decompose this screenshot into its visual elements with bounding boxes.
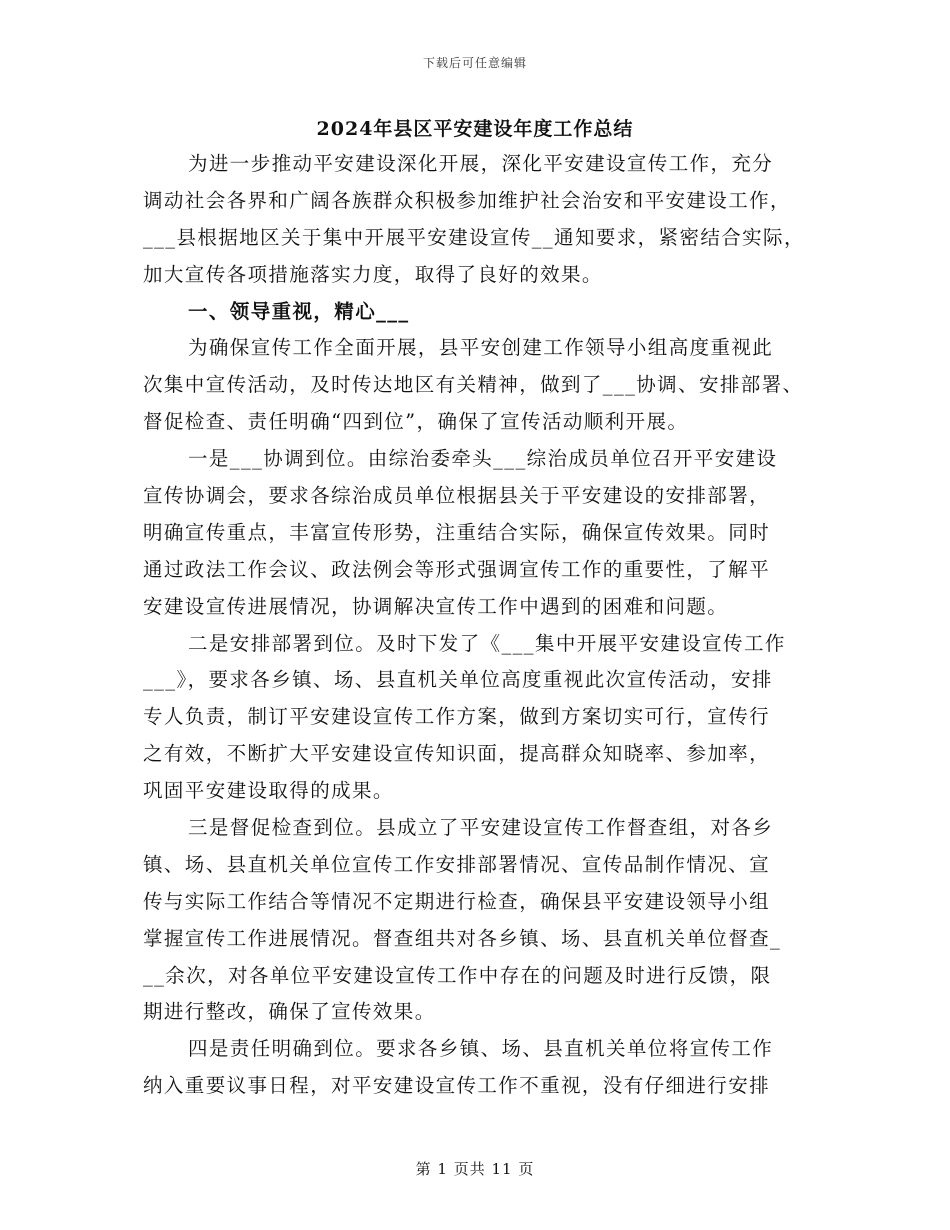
text-line: 掌握宣传工作进展情况。督查组共对各乡镇、场、县直机关单位督查_ <box>143 926 782 950</box>
document-body <box>143 146 815 1105</box>
text-line: 次集中宣传活动，及时传达地区有关精神，做到了___协调、安排部署、 <box>143 373 804 397</box>
text-line: 加大宣传各项措施落实力度，取得了良好的效果。 <box>143 262 603 286</box>
text-line: 宣传协调会，要求各综治成员单位根据县关于平安建设的安排部署， <box>143 484 771 508</box>
text-line: __余次，对各单位平安建设宣传工作中存在的问题及时进行反馈，限 <box>143 963 772 987</box>
text-line: 调动社会各界和广阔各族群众积极参加维护社会治安和平安建设工作， <box>143 188 791 212</box>
text-line: 通过政法工作会议、政法例会等形式强调宣传工作的重要性，了解平 <box>143 557 771 581</box>
text-line: 传与实际工作结合等情况不定期进行检查，确保县平安建设领导小组 <box>143 889 771 913</box>
text-line: 明确宣传重点，丰富宣传形势，注重结合实际，确保宣传效果。同时 <box>143 520 771 544</box>
text-line: ___》，要求各乡镇、场、县直机关单位高度重视此次宣传活动，安排 <box>143 668 773 692</box>
text-line: 一是___协调到位。由综治委牵头___综治成员单位召开平安建设 <box>188 447 778 471</box>
text-line: 为确保宣传工作全面开展，县平安创建工作领导小组高度重视此 <box>188 336 774 360</box>
header-note: 下载后可任意编辑 <box>422 56 527 70</box>
text-line: 专人负责，制订平安建设宣传工作方案，做到方案切实可行，宣传行 <box>143 705 771 729</box>
text-line: 安建设宣传进展情况，协调解决宣传工作中遇到的困难和问题。 <box>143 594 729 618</box>
text-line: 为进一步推动平安建设深化开展，深化平安建设宣传工作，充分 <box>188 152 774 175</box>
page-footer: 第 1 页共 11 页 <box>415 1160 535 1178</box>
section-heading: 一、领导重视，精心___ <box>188 299 410 323</box>
text-line: 镇、场、县直机关单位宣传工作安排部署情况、宣传品制作情况、宣 <box>143 852 771 876</box>
text-line: 四是责任明确到位。要求各乡镇、场、县直机关单位将宣传工作 <box>188 1037 774 1061</box>
text-line: 二是安排部署到位。及时下发了《___集中开展平安建设宣传工作 <box>188 631 786 655</box>
text-line: 纳入重要议事日程，对平安建设宣传工作不重视，没有仔细进行安排 <box>143 1074 771 1098</box>
text-line: 之有效，不断扩大平安建设宣传知识面，提高群众知晓率、参加率， <box>143 742 771 766</box>
text-line: 督促检查、责任明确“四到位”，确保了宣传活动顺利开展。 <box>143 410 689 434</box>
document-title: 2024年县区平安建设年度工作总结 <box>316 118 634 140</box>
text-line: 三是督促检查到位。县成立了平安建设宣传工作督查组，对各乡 <box>188 816 774 840</box>
text-line: 期进行整改，确保了宣传效果。 <box>143 1000 436 1024</box>
text-line: 巩固平安建设取得的成果。 <box>143 779 394 803</box>
text-line: ___县根据地区关于集中开展平安建设宣传__通知要求，紧密结合实际， <box>143 225 805 249</box>
